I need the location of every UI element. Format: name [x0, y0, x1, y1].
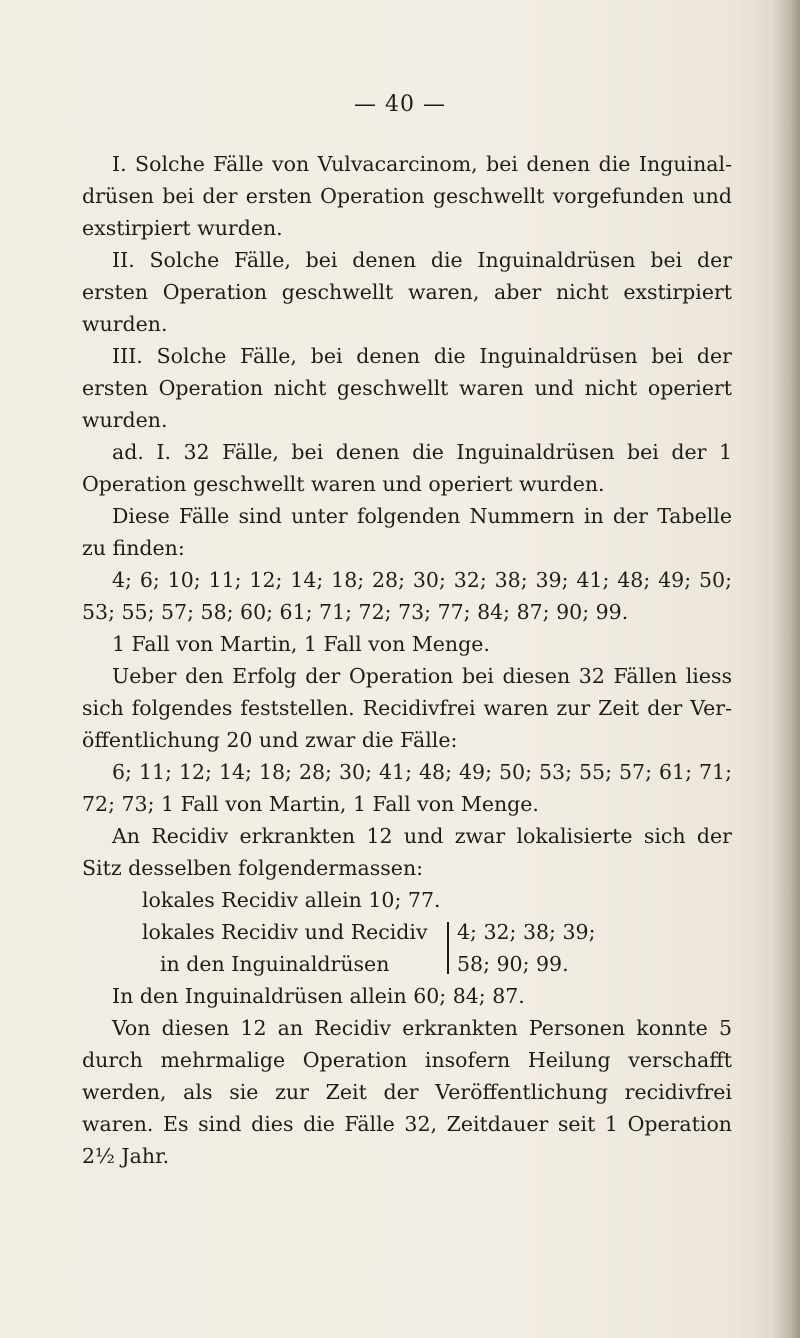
paragraph-5: Diese Fälle sind unter folgenden Nummern in der Tabelle zu finden:	[82, 504, 732, 560]
case-numbers-list: 4; 6; 10; 11; 12; 14; 18; 28; 30; 32; 38; 39; 41; 48; 49; 50; 53; 55; 57; 58; 60; 61; 71; 72; 73; 77; 84; 87; 90; 99.	[82, 568, 732, 624]
paragraph-13: Von diesen 12 an Recidiv erkrankten Personen konnte 5 durch mehrmalige Operation insofern Heilung verschafft werden, als sie zur Zeit der Veröffentlichung recidivfrei waren. Es sind dies die Fälle 32, Zeitdauer seit 1 Operation 2½ Jahr.	[82, 1016, 732, 1168]
paragraph-7: 1 Fall von Martin, 1 Fall von Menge.	[112, 632, 490, 656]
brace-right-text	[457, 916, 595, 980]
paragraph-3: III. Solche Fälle, bei denen die Inguinaldrüsen bei der ersten Operation nicht geschwellt waren und nicht operiert wurden.	[82, 344, 732, 432]
page-edge-shadow	[772, 0, 800, 1338]
inguinal-only-line: In den Inguinaldrüsen allein 60; 84; 87.	[112, 984, 525, 1008]
body-text	[82, 148, 732, 1172]
paragraph-1: I. Solche Fälle von Vulvacarcinom, bei denen die Inguinaldrüsen bei der ersten Operation geschwellt vorgefunden und exstirpiert wurden.	[82, 152, 732, 240]
local-recurrence-line: lokales Recidiv allein 10; 77.	[142, 888, 441, 912]
brace-left-line-1: lokales Recidiv und Recidiv	[142, 920, 428, 944]
recurrence-free-list: 6; 11; 12; 14; 18; 28; 30; 41; 48; 49; 50; 53; 55; 57; 61; 71; 72; 73; 1 Fall von Martin, 1 Fall von Menge.	[82, 760, 732, 816]
brace-left-line-2: in den Inguinaldrüsen	[160, 952, 390, 976]
page-number: — 40 —	[354, 92, 446, 117]
brace-group	[112, 916, 732, 980]
paragraph-4: ad. I. 32 Fälle, bei denen die Inguinaldrüsen bei der 1 Operation geschwellt waren und operiert wurden.	[82, 440, 732, 496]
brace-right-line-2: 58; 90; 99.	[457, 952, 569, 976]
brace-right-line-1: 4; 32; 38; 39;	[457, 920, 596, 944]
paragraph-10: An Recidiv erkrankten 12 und zwar lokalisierte sich der Sitz desselben folgendermassen:	[82, 824, 732, 880]
paragraph-2: II. Solche Fälle, bei denen die Inguinaldrüsen bei der ersten Operation geschwellt waren, aber nicht exstirpiert wurden.	[82, 248, 732, 336]
paragraph-8: Ueber den Erfolg der Operation bei diesen 32 Fällen liess sich folgendes feststellen. Recidivfrei waren zur Zeit der Veröffentlichung 20 und zwar die Fälle:	[82, 664, 732, 752]
